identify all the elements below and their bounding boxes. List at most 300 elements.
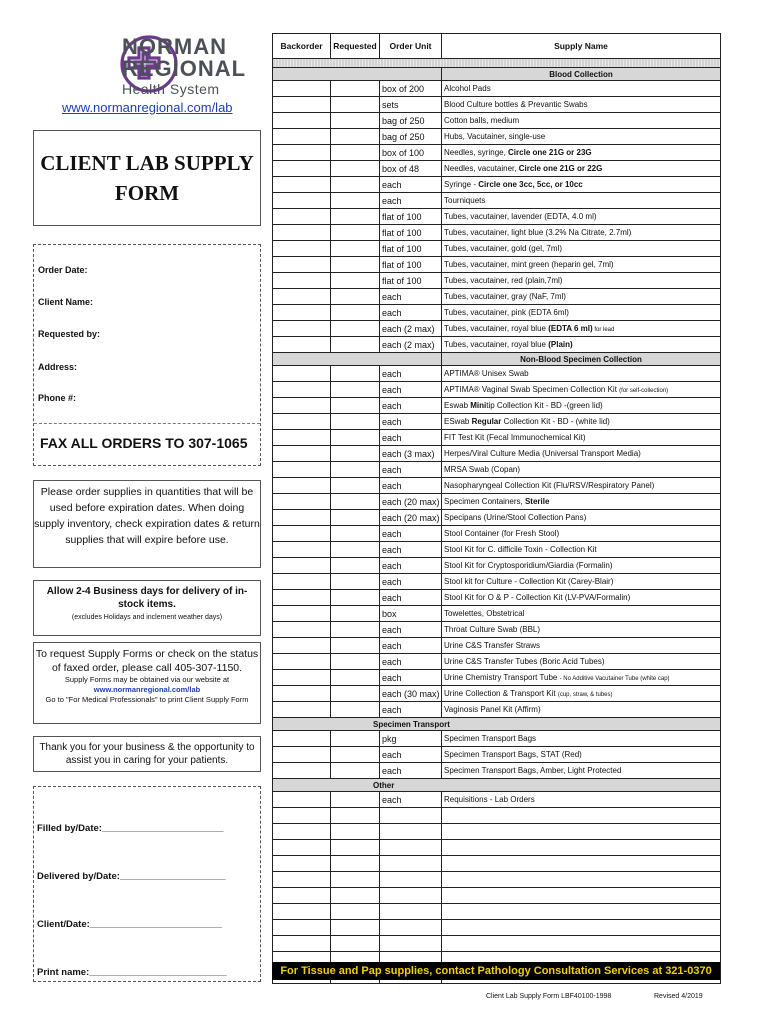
supply-name: Urine Chemistry Transport Tube — [444, 673, 560, 682]
section-title: Non-Blood Specimen Collection — [442, 353, 721, 366]
order-unit-cell: flat of 100 — [380, 225, 442, 241]
supply-name-cell — [442, 129, 721, 145]
order-unit-cell[interactable] — [380, 808, 442, 824]
requested-cell[interactable] — [331, 872, 380, 888]
table-row — [273, 702, 721, 718]
requested-cell[interactable] — [331, 161, 380, 177]
empty-row — [273, 936, 721, 952]
supply-name: Urine C&S Transfer Straws — [444, 641, 541, 650]
backorder-cell[interactable] — [273, 81, 331, 97]
empty-row — [273, 920, 721, 936]
order-unit-cell: box of 200 — [380, 81, 442, 97]
table-row — [273, 606, 721, 622]
requested-cell[interactable] — [331, 446, 380, 462]
requested-cell[interactable] — [331, 670, 380, 686]
supply-name-note: for lead — [592, 327, 615, 333]
table-row — [273, 574, 721, 590]
supply-name-rest: tip Collection Kit - BD -(green lid) — [486, 401, 603, 410]
backorder-cell[interactable] — [273, 574, 331, 590]
backorder-cell[interactable] — [273, 792, 331, 808]
table-row — [273, 209, 721, 225]
order-unit-cell: flat of 100 — [380, 257, 442, 273]
supply-name-cell — [442, 81, 721, 97]
table-row — [273, 670, 721, 686]
backorder-cell[interactable] — [273, 824, 331, 840]
supply-name-cell[interactable] — [442, 840, 721, 856]
order-unit-cell: box of 100 — [380, 145, 442, 161]
backorder-cell[interactable] — [273, 462, 331, 478]
requested-cell[interactable] — [331, 510, 380, 526]
requested-cell[interactable] — [331, 763, 380, 779]
backorder-cell[interactable] — [273, 731, 331, 747]
order-unit-cell[interactable] — [380, 936, 442, 952]
table-row — [273, 97, 721, 113]
supply-name-cell[interactable] — [442, 888, 721, 904]
delivery-note — [33, 580, 261, 636]
supply-name-cell — [442, 366, 721, 382]
supply-name-emphasis: Sterile — [524, 497, 550, 506]
requested-cell[interactable] — [331, 129, 380, 145]
backorder-cell[interactable] — [273, 337, 331, 353]
backorder-cell[interactable] — [273, 129, 331, 145]
backorder-cell[interactable] — [273, 840, 331, 856]
supply-name-cell — [442, 337, 721, 353]
order-unit-cell: each (3 max) — [380, 446, 442, 462]
supply-table — [272, 33, 720, 984]
backorder-cell[interactable] — [273, 145, 331, 161]
backorder-cell[interactable] — [273, 398, 331, 414]
requested-cell[interactable] — [331, 81, 380, 97]
table-row — [273, 638, 721, 654]
order-date-label[interactable]: Order Date: — [38, 265, 88, 275]
backorder-cell[interactable] — [273, 670, 331, 686]
backorder-cell[interactable] — [273, 273, 331, 289]
table-row — [273, 305, 721, 321]
order-unit-cell: each — [380, 590, 442, 606]
order-unit-cell: each — [380, 305, 442, 321]
order-unit-cell: each — [380, 574, 442, 590]
requested-cell[interactable] — [331, 305, 380, 321]
supply-name: Throat Culture Swab (BBL) — [444, 625, 541, 634]
supply-name-emphasis: Mini — [470, 401, 487, 410]
empty-row — [273, 904, 721, 920]
requested-cell[interactable] — [331, 920, 380, 936]
order-unit-cell: each — [380, 763, 442, 779]
supply-name: Needles, vacutainer, — [444, 164, 519, 173]
table-row — [273, 177, 721, 193]
supply-name: Specimen Containers, — [444, 497, 525, 506]
backorder-cell[interactable] — [273, 526, 331, 542]
table-body — [273, 59, 721, 984]
requested-cell[interactable] — [331, 638, 380, 654]
order-unit-cell: each — [380, 193, 442, 209]
table-row — [273, 763, 721, 779]
table-row — [273, 289, 721, 305]
supply-name-cell — [442, 654, 721, 670]
order-unit-cell: each — [380, 430, 442, 446]
supply-name: Specipans (Urine/Stool Collection Pans) — [444, 513, 587, 522]
backorder-cell[interactable] — [273, 558, 331, 574]
order-unit-cell[interactable] — [380, 904, 442, 920]
requested-cell[interactable] — [331, 904, 380, 920]
supply-name: Nasopharyngeal Collection Kit (Flu/RSV/Respiratory Panel) — [444, 481, 655, 490]
requested-cell[interactable] — [331, 622, 380, 638]
order-unit-cell: each — [380, 558, 442, 574]
table-row — [273, 145, 721, 161]
order-unit-cell: each (2 max) — [380, 321, 442, 337]
table-row — [273, 257, 721, 273]
supply-name-cell[interactable] — [442, 872, 721, 888]
backorder-cell[interactable] — [273, 808, 331, 824]
table-row — [273, 398, 721, 414]
order-unit-cell[interactable] — [380, 856, 442, 872]
backorder-cell[interactable] — [273, 209, 331, 225]
requested-cell[interactable] — [331, 824, 380, 840]
supply-name: ESwab — [444, 417, 472, 426]
backorder-cell[interactable] — [273, 113, 331, 129]
header-backorder: Backorder — [273, 34, 331, 59]
request-forms-note — [33, 642, 261, 724]
requested-cell[interactable] — [331, 225, 380, 241]
supply-name: Specimen Transport Bags, Amber, Light Protected — [444, 766, 622, 775]
obtain-forms-link[interactable]: www.normanregional.com/lab — [93, 685, 201, 694]
requested-cell[interactable] — [331, 686, 380, 702]
print-name-field[interactable]: Print name:__________________________ — [37, 967, 227, 978]
requested-cell[interactable] — [331, 590, 380, 606]
backorder-cell[interactable] — [273, 225, 331, 241]
backorder-cell[interactable] — [273, 872, 331, 888]
backorder-cell[interactable] — [273, 542, 331, 558]
table-row — [273, 792, 721, 808]
requested-cell[interactable] — [331, 209, 380, 225]
supply-name-cell — [442, 526, 721, 542]
supply-name-cell — [442, 113, 721, 129]
order-unit-cell: each — [380, 702, 442, 718]
section-non_blood — [273, 353, 721, 366]
backorder-cell[interactable] — [273, 622, 331, 638]
requested-cell[interactable] — [331, 542, 380, 558]
section-title: Specimen Transport — [273, 718, 721, 731]
order-unit-cell: box of 48 — [380, 161, 442, 177]
table-row — [273, 81, 721, 97]
table-row — [273, 161, 721, 177]
revised-date: Revised 4/2019 — [654, 993, 703, 1000]
requested-cell[interactable] — [331, 494, 380, 510]
backorder-cell[interactable] — [273, 494, 331, 510]
supply-name: Stool Kit for C. difficile Toxin - Collection Kit — [444, 545, 597, 554]
table-row — [273, 241, 721, 257]
supply-name-cell — [442, 145, 721, 161]
section-spacer — [273, 68, 442, 81]
backorder-cell[interactable] — [273, 446, 331, 462]
order-unit-cell: flat of 100 — [380, 241, 442, 257]
requested-cell[interactable] — [331, 241, 380, 257]
table-row — [273, 494, 721, 510]
requested-cell[interactable] — [331, 321, 380, 337]
supply-name: APTIMA® Vaginal Swab Specimen Collection Kit — [444, 385, 620, 394]
supply-name: Vaginosis Panel Kit (Affirm) — [444, 705, 541, 714]
backorder-cell[interactable] — [273, 382, 331, 398]
table-row — [273, 478, 721, 494]
header-supply-name: Supply Name — [442, 34, 721, 59]
backorder-cell[interactable] — [273, 478, 331, 494]
supply-name: Tubes, vacutainer, light blue (3.2% Na Citrate, 2.7ml) — [444, 228, 632, 237]
supply-name-cell — [442, 193, 721, 209]
supply-name-cell[interactable] — [442, 920, 721, 936]
requested-cell[interactable] — [331, 731, 380, 747]
supply-name-emphasis: Circle one 21G or 23G — [508, 148, 592, 157]
request-forms-text: To request Supply Forms or check on the status of faxed order, please call 405-307-1150. — [35, 648, 259, 674]
order-unit-cell: pkg — [380, 731, 442, 747]
requested-cell[interactable] — [331, 654, 380, 670]
order-unit-cell: each — [380, 622, 442, 638]
table-row — [273, 462, 721, 478]
supply-name: Stool Container (for Fresh Stool) — [444, 529, 560, 538]
requested-cell[interactable] — [331, 808, 380, 824]
supply-name: Tubes, vacutainer, mint green (heparin gel, 7ml) — [444, 260, 614, 269]
backorder-cell[interactable] — [273, 936, 331, 952]
requested-by-label[interactable]: Requested by: — [38, 329, 101, 339]
supply-name: Hubs, Vacutainer, single-use — [444, 132, 546, 141]
section-blood — [273, 68, 721, 81]
requested-cell[interactable] — [331, 97, 380, 113]
supply-name: Towelettes, Obstetrical — [444, 609, 525, 618]
supply-name-cell — [442, 510, 721, 526]
table-row — [273, 747, 721, 763]
table-row — [273, 542, 721, 558]
divider — [34, 423, 260, 424]
order-unit-cell[interactable] — [380, 840, 442, 856]
supply-name-cell — [442, 606, 721, 622]
backorder-cell[interactable] — [273, 177, 331, 193]
supply-name-cell — [442, 542, 721, 558]
fax-notice: FAX ALL ORDERS TO 307-1065 — [40, 435, 248, 451]
supply-name: Eswab — [444, 401, 471, 410]
supply-name: Tourniquets — [444, 196, 486, 205]
empty-row — [273, 824, 721, 840]
requested-cell[interactable] — [331, 193, 380, 209]
backorder-cell[interactable] — [273, 305, 331, 321]
order-unit-cell: each — [380, 398, 442, 414]
requested-cell[interactable] — [331, 177, 380, 193]
order-unit-cell[interactable] — [380, 872, 442, 888]
requested-cell[interactable] — [331, 606, 380, 622]
order-unit-cell[interactable] — [380, 888, 442, 904]
requested-cell[interactable] — [331, 888, 380, 904]
backorder-cell[interactable] — [273, 241, 331, 257]
supply-name-cell — [442, 289, 721, 305]
backorder-cell[interactable] — [273, 920, 331, 936]
medical-pros-text: Go to "For Medical Professionals" to print Client Supply Form — [45, 695, 249, 704]
backorder-cell[interactable] — [273, 686, 331, 702]
stripe-row — [273, 59, 721, 68]
table-row — [273, 382, 721, 398]
backorder-cell[interactable] — [273, 321, 331, 337]
requested-cell[interactable] — [331, 257, 380, 273]
order-unit-cell: bag of 250 — [380, 129, 442, 145]
requested-cell[interactable] — [331, 337, 380, 353]
order-unit-cell: each — [380, 747, 442, 763]
supply-name-cell[interactable] — [442, 824, 721, 840]
backorder-cell[interactable] — [273, 161, 331, 177]
supply-name-cell[interactable] — [442, 808, 721, 824]
order-unit-cell: each (20 max) — [380, 494, 442, 510]
order-unit-cell[interactable] — [380, 824, 442, 840]
form-title: CLIENT LAB SUPPLY FORM — [33, 130, 261, 226]
supply-name-cell[interactable] — [442, 936, 721, 952]
supply-name-cell[interactable] — [442, 904, 721, 920]
supply-name-cell — [442, 446, 721, 462]
order-unit-cell: each — [380, 526, 442, 542]
filled-by-field[interactable]: Filled by/Date:_______________________ — [37, 823, 224, 834]
empty-row — [273, 808, 721, 824]
backorder-cell[interactable] — [273, 654, 331, 670]
section-other — [273, 779, 721, 792]
backorder-cell[interactable] — [273, 289, 331, 305]
supply-name: Stool Kit for Cryptosporidium/Giardia (Formalin) — [444, 561, 613, 570]
backorder-cell[interactable] — [273, 414, 331, 430]
empty-row — [273, 872, 721, 888]
supply-name-cell[interactable] — [442, 856, 721, 872]
delivery-bold: Allow 2-4 Business days for delivery of in-stock items. — [46, 586, 248, 610]
order-unit-cell: each — [380, 654, 442, 670]
backorder-cell[interactable] — [273, 193, 331, 209]
phone-label[interactable]: Phone #: — [38, 393, 77, 403]
order-unit-cell: each — [380, 542, 442, 558]
requested-cell[interactable] — [331, 792, 380, 808]
requested-cell[interactable] — [331, 574, 380, 590]
pathology-notice: For Tissue and Pap supplies, contact Pathology Consultation Services at 321-0370 — [272, 962, 720, 980]
supply-name-rest: Collection Kit - BD - (white lid) — [501, 417, 610, 426]
backorder-cell[interactable] — [273, 763, 331, 779]
supply-name: Tubes, vacutainer, royal blue — [444, 324, 549, 333]
order-unit-cell: flat of 100 — [380, 273, 442, 289]
requested-cell[interactable] — [331, 526, 380, 542]
backorder-cell[interactable] — [273, 904, 331, 920]
supply-name-emphasis: Regular — [471, 417, 502, 426]
table-row — [273, 366, 721, 382]
stripe-cell — [273, 59, 721, 68]
supply-name-cell — [442, 622, 721, 638]
requested-cell[interactable] — [331, 366, 380, 382]
supply-name-cell — [442, 382, 721, 398]
supply-name-cell — [442, 273, 721, 289]
supply-name: Herpes/Viral Culture Media (Universal Transport Media) — [444, 449, 641, 458]
requested-cell[interactable] — [331, 414, 380, 430]
order-unit-cell: each — [380, 414, 442, 430]
supply-name: MRSA Swab (Copan) — [444, 465, 521, 474]
requested-cell[interactable] — [331, 289, 380, 305]
backorder-cell[interactable] — [273, 856, 331, 872]
supply-name-cell — [442, 177, 721, 193]
requested-cell[interactable] — [331, 558, 380, 574]
requested-cell[interactable] — [331, 398, 380, 414]
order-unit-cell: each — [380, 638, 442, 654]
requested-cell[interactable] — [331, 382, 380, 398]
client-date-field[interactable]: Client/Date:_________________________ — [37, 919, 222, 930]
supply-name: Alcohol Pads — [444, 84, 491, 93]
order-unit-cell: sets — [380, 97, 442, 113]
backorder-cell[interactable] — [273, 590, 331, 606]
supply-name-emphasis: Circle one 3cc, 5cc, or 10cc — [478, 180, 583, 189]
supply-name: Tubes, vacutainer, pink (EDTA 6ml) — [444, 308, 569, 317]
supply-name-emphasis: (EDTA 6 ml) — [548, 324, 593, 333]
backorder-cell[interactable] — [273, 257, 331, 273]
logo-line-3: Health System — [122, 81, 220, 97]
requested-cell[interactable] — [331, 840, 380, 856]
backorder-cell[interactable] — [273, 366, 331, 382]
requested-cell[interactable] — [331, 145, 380, 161]
supply-name-cell — [442, 161, 721, 177]
delivered-by-field[interactable]: Delivered by/Date:____________________ — [37, 871, 226, 882]
section-transport — [273, 718, 721, 731]
supply-name: Urine C&S Transfer Tubes (Boric Acid Tubes) — [444, 657, 605, 666]
order-unit-cell[interactable] — [380, 920, 442, 936]
client-name-label[interactable]: Client Name: — [38, 297, 94, 307]
supply-name-cell — [442, 462, 721, 478]
table-row — [273, 446, 721, 462]
requested-cell[interactable] — [331, 478, 380, 494]
backorder-cell[interactable] — [273, 97, 331, 113]
address-label[interactable]: Address: — [38, 362, 78, 372]
header-order-unit: Order Unit — [380, 34, 442, 59]
order-unit-cell: each — [380, 462, 442, 478]
supply-name-note: - No Additive Vacutainer Tube (white cap) — [559, 676, 670, 682]
supply-name-note: (cup, straw, & tubes) — [557, 692, 613, 698]
requested-cell[interactable] — [331, 747, 380, 763]
backorder-cell[interactable] — [273, 510, 331, 526]
backorder-cell[interactable] — [273, 747, 331, 763]
supply-name-cell — [442, 478, 721, 494]
empty-row — [273, 840, 721, 856]
order-supplies-note: Please order supplies in quantities that will be used before expiration dates. When doing supply inventory, check expiration dates & return supplies that will expire before use. — [33, 480, 261, 568]
supply-name: Specimen Transport Bags, STAT (Red) — [444, 750, 582, 759]
empty-row — [273, 856, 721, 872]
requested-cell[interactable] — [331, 702, 380, 718]
requested-cell[interactable] — [331, 462, 380, 478]
backorder-cell[interactable] — [273, 702, 331, 718]
thank-you-note: Thank you for your business & the opportunity to assist you in caring for your patients. — [33, 736, 261, 772]
table-row — [273, 193, 721, 209]
table-row — [273, 225, 721, 241]
requested-cell[interactable] — [331, 430, 380, 446]
supply-name: Stool Kit for O & P - Collection Kit (LV-PVA/Formalin) — [444, 593, 631, 602]
order-unit-cell: flat of 100 — [380, 209, 442, 225]
website-link[interactable]: www.normanregional.com/lab — [62, 100, 233, 115]
supply-name: Requisitions - Lab Orders — [444, 795, 535, 804]
supply-name: Urine Collection & Transport Kit — [444, 689, 558, 698]
table-row — [273, 510, 721, 526]
supply-name-note: (for self-collection) — [619, 388, 669, 394]
supply-name: FIT Test Kit (Fecal Immunochemical Kit) — [444, 433, 586, 442]
logo-line-1: NORMAN — [122, 34, 227, 59]
supply-name-cell — [442, 702, 721, 718]
requested-cell[interactable] — [331, 113, 380, 129]
supply-name-cell — [442, 209, 721, 225]
backorder-cell[interactable] — [273, 638, 331, 654]
requested-cell[interactable] — [331, 856, 380, 872]
backorder-cell[interactable] — [273, 606, 331, 622]
backorder-cell[interactable] — [273, 430, 331, 446]
supply-name-cell — [442, 686, 721, 702]
order-unit-cell: each — [380, 382, 442, 398]
delivery-small: (excludes Holidays and inclement weather days) — [71, 614, 223, 621]
requested-cell[interactable] — [331, 273, 380, 289]
supply-name: Needles, syringe, — [444, 148, 509, 157]
order-unit-cell: each — [380, 289, 442, 305]
requested-cell[interactable] — [331, 936, 380, 952]
backorder-cell[interactable] — [273, 888, 331, 904]
